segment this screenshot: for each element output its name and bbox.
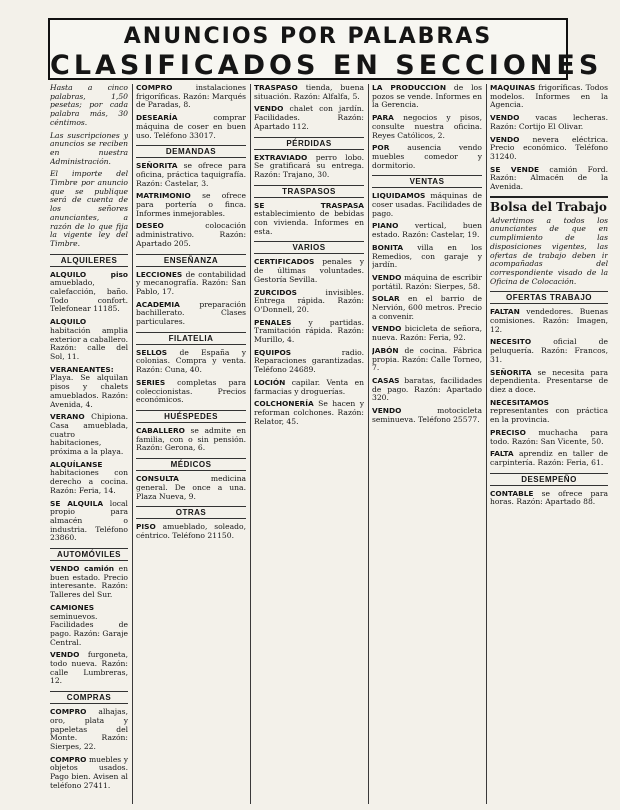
ad-lead: VENDO xyxy=(372,324,402,334)
classified-ad xyxy=(372,377,482,403)
ad-text: Chipiona. Casa amueblada, cuatro habitaciones, próxima a la playa. xyxy=(50,412,128,457)
section-heading: ALQUILERES xyxy=(50,254,128,267)
ad-text: aprendiz en taller de carpintería. Razón: Feria, 61. xyxy=(490,449,608,467)
ad-lead: CONSULTA xyxy=(136,474,179,484)
ad-text: y partidas. Tramitación rápida. Razón: Murillo, 4. xyxy=(254,317,364,345)
ad-text: motocicleta seminueva. Teléfono 25577. xyxy=(372,406,482,424)
classified-ad xyxy=(254,319,364,345)
ad-lead: CABALLERO xyxy=(136,425,185,435)
section-heading: COMPRAS xyxy=(50,691,128,704)
classified-ad xyxy=(254,154,364,180)
ad-text: amueblado, calefacción, baño. Todo confort. Telefonear 11185. xyxy=(50,278,128,314)
section-heading: VENTAS xyxy=(372,175,482,188)
ad-lead: SE ALQUILA xyxy=(50,498,104,508)
ad-lead: MÁQUINAS xyxy=(490,84,536,92)
ad-text: se admite en familia, con o sin pensión. Razón: Gerona, 6. xyxy=(136,425,246,453)
classified-ad xyxy=(50,604,128,648)
classified-ad xyxy=(372,222,482,239)
ad-lead: COLCHONERÍA xyxy=(254,399,314,409)
ad-lead: DESEO xyxy=(136,221,164,231)
ad-lead: SE VENDE xyxy=(490,164,540,174)
ad-lead: ALQUÍLANSE xyxy=(50,459,103,469)
section-banner xyxy=(48,18,603,81)
intro-note: El importe del Timbre por anuncio que se publique será de cuenta de los señores anunciantes, a razón de lo que fija la vigente ley del Timbre. xyxy=(50,169,128,248)
ad-lead: PRECISO xyxy=(490,427,526,437)
ad-lead: VENDO xyxy=(254,104,284,114)
banner-subtitle: CLASIFICADOS EN SECCIONES xyxy=(50,50,603,81)
classified-ad xyxy=(254,105,364,131)
ad-text: instalaciones frigoríficas. Razón: Marqués de Paradas, 8. xyxy=(136,84,246,110)
classified-ad xyxy=(136,222,246,248)
ad-text: oficial de peluquería. Razón: Francos, 31. xyxy=(490,337,608,364)
ad-text: habitación amplia exterior a caballero. Razón: calle del Sol, 11. xyxy=(50,325,128,361)
ad-text: muchacha para todo. Razón: San Vicente, 50. xyxy=(490,427,608,446)
ad-lead: PARA xyxy=(372,113,394,123)
classified-ad xyxy=(254,289,364,315)
classified-ad xyxy=(372,325,482,342)
ad-text: ausencia vendo muebles comedor y dormitorio. xyxy=(372,143,482,170)
ad-lead: COMPRO xyxy=(50,754,87,764)
classified-ad xyxy=(372,274,482,291)
classified-ad xyxy=(136,192,246,218)
column-divider xyxy=(368,84,369,804)
classified-ad xyxy=(490,369,608,395)
ad-text: se ofrece para oficina, práctica taquigrafía. Razón: Castelar, 3. xyxy=(136,161,246,188)
ad-lead: VENDO xyxy=(50,650,80,660)
ad-text: frigoríficas. Todos modelos. Informes en la Agencia. xyxy=(490,84,608,110)
ad-text: camión Ford. Razón: Almacén de la Avenida. xyxy=(490,164,608,192)
intro-note: Las suscripciones y anuncios se reciben en nuestra Administración. xyxy=(50,130,128,166)
ad-text: completas para coleccionistas. Precios económicos. xyxy=(136,377,246,405)
ad-lead: VENDO xyxy=(490,113,520,123)
ad-lead: LECCIONES xyxy=(136,269,183,279)
ad-lead: EXTRAVIADO xyxy=(254,152,308,162)
column-3 xyxy=(254,84,364,806)
ad-lead: SELLOS xyxy=(136,347,168,357)
section-heading: VARIOS xyxy=(254,241,364,254)
ad-text: furgoneta, todo nueva. Razón: calle Lumbreras, 12. xyxy=(50,650,128,686)
ad-text: baratas, facilidades de pago. Razón: Apartado 320. xyxy=(372,375,482,403)
ad-text: máquina de escribir portátil. Razón: Sierpes, 58. xyxy=(372,272,482,291)
ad-text: vendedores. Buenas comisiones. Razón: Imagen, 12. xyxy=(490,307,608,334)
ad-text: habitaciones con derecho a cocina. Razón: Feria, 14. xyxy=(50,468,128,495)
classified-ad xyxy=(254,379,364,396)
classified-ad xyxy=(372,295,482,321)
ad-lead: ALQUILO xyxy=(50,317,87,327)
section-heading: DEMANDAS xyxy=(136,145,246,158)
ad-text: de España y colonias. Compra y venta. Razón: Cuna, 40. xyxy=(136,347,246,375)
ad-text: de los pozos se vende. Informes en la Gerencia. xyxy=(372,84,482,110)
classified-ad xyxy=(50,413,128,457)
ad-lead: CONTABLE xyxy=(490,488,534,498)
ad-text: se necesita para dependienta. Presentarse de diez a doce. xyxy=(490,367,608,394)
ad-text: chalet con jardín. Facilidades. Razón: Apartado 112. xyxy=(254,104,364,131)
classified-ad xyxy=(254,400,364,426)
column-4 xyxy=(372,84,482,806)
classified-ad xyxy=(136,379,246,405)
classified-ad xyxy=(490,166,608,192)
section-heading: OTRAS xyxy=(136,506,246,519)
ad-lead: EQUIPOS xyxy=(254,347,292,357)
classified-ad xyxy=(490,429,608,446)
classified-ad xyxy=(50,708,128,752)
section-heading: HUÉSPEDES xyxy=(136,410,246,423)
column-2 xyxy=(136,84,246,806)
ad-text: Playa. Se alquilan pisos y chalets amueblados. Razón: Avenida, 4. xyxy=(50,373,128,409)
ad-lead: ALQUILO piso xyxy=(50,269,128,279)
classified-ad xyxy=(136,84,246,110)
classified-ad xyxy=(50,500,128,544)
section-heading: PÉRDIDAS xyxy=(254,137,364,150)
ad-lead: VENDO xyxy=(490,134,520,144)
classified-ad xyxy=(490,450,608,467)
section-heading: ENSEÑANZA xyxy=(136,254,246,267)
ad-text: vacas lecheras. Razón: Cortijo El Olivar. xyxy=(490,113,608,131)
classified-ad xyxy=(136,523,246,540)
ad-lead: ZURCIDOS xyxy=(254,287,297,297)
classified-ad xyxy=(372,114,482,140)
section-heading: TRASPASOS xyxy=(254,185,364,198)
ad-lead: VENDO xyxy=(372,406,402,416)
ad-lead: NECESITAMOS xyxy=(490,397,549,407)
ad-text: máquinas de coser usadas. Facilidades de pago. xyxy=(372,191,482,218)
ad-text: establecimiento de bebidas con vivienda. Informes en esta. xyxy=(254,209,364,236)
classified-ad xyxy=(372,144,482,170)
classified-ad xyxy=(50,271,128,315)
banner-title: ANUNCIOS POR PALABRAS xyxy=(123,24,493,49)
ad-lead: VENDO xyxy=(372,272,402,282)
classified-ad xyxy=(50,565,128,600)
ad-text: negocios y pisos, consulte nuestra oficina. Reyes Católicos, 2. xyxy=(372,113,482,140)
ad-lead: DESEARÍA xyxy=(136,113,178,123)
classified-ad xyxy=(372,192,482,218)
classified-ad xyxy=(254,202,364,237)
classified-ad xyxy=(490,338,608,364)
ad-text: colocación administrativo. Razón: Apartado 205. xyxy=(136,221,246,248)
classified-ad xyxy=(372,84,482,110)
ad-lead: NECESITO xyxy=(490,337,532,347)
ad-text: perro lobo. Se gratificará su entrega. Razón: Trajano, 30. xyxy=(254,152,364,179)
ad-text: amueblado, soleado, céntrico. Teléfono 21150. xyxy=(136,522,246,540)
ad-text: invisibles. Entrega rápida. Razón: O'Donnell, 20. xyxy=(254,287,364,314)
ad-lead: PENALES xyxy=(254,317,292,327)
ad-lead: PIANO xyxy=(372,221,399,231)
classified-ad xyxy=(490,136,608,162)
section-heading: DESEMPEÑO xyxy=(490,473,608,486)
classified-ad xyxy=(490,399,608,425)
ad-text: alhajas, oro, plata y papeletas del Monte. Razón: Sierpes, 22. xyxy=(50,707,128,751)
classified-ad xyxy=(372,244,482,270)
classified-ad xyxy=(136,162,246,188)
classified-ad xyxy=(136,475,246,501)
ad-text: muebles y objetos usados. Pago bien. Avisen al teléfono 27411. xyxy=(50,754,128,790)
ad-text: vertical, buen estado. Razón: Castelar, 19. xyxy=(372,221,482,240)
ad-lead: COMPRO xyxy=(136,84,173,92)
section-heading: AUTOMÓVILES xyxy=(50,548,128,561)
ad-lead: JABÓN xyxy=(372,345,399,355)
ad-text: villa en los Remedios, con garaje y jardín. xyxy=(372,242,482,270)
ad-lead: LOCIÓN xyxy=(254,377,286,387)
classified-ad xyxy=(490,308,608,334)
classified-ad xyxy=(50,366,128,410)
ad-lead: BONITA xyxy=(372,242,404,252)
classified-ad xyxy=(136,301,246,327)
column-divider xyxy=(250,84,251,804)
ad-text: penales y de últimas voluntades. Gestoría Sevilla. xyxy=(254,257,364,284)
classified-ad xyxy=(136,427,246,453)
classified-ad xyxy=(254,258,364,284)
ad-text: de contabilidad y mecanografía. Razón: San Pablo, 17. xyxy=(136,269,246,296)
ad-text: seminuevos. Facilidades de pago. Razón: Garaje Central. xyxy=(50,611,128,647)
ad-lead: COMPRO xyxy=(50,707,87,717)
ad-lead: ACADEMIA xyxy=(136,299,180,309)
job-section-note: Advertimos a todos los anunciantes de que en cumplimiento de las disposiciones vigentes, las ofertas de trabajo deben ir acompañadas del correspondiente visado de la Oficina de Colocación. xyxy=(490,215,608,286)
ad-text: nevera eléctrica. Precio económico. Teléfono 31240. xyxy=(490,134,608,161)
classified-ad xyxy=(490,490,608,507)
ad-text: comprar máquina de coser en buen uso. Teléfono 33017. xyxy=(136,113,246,140)
intro-note: Hasta a cinco palabras, 1,50 pesetas; por cada palabra más, 30 céntimos. xyxy=(50,84,128,127)
ad-lead: FALTA xyxy=(490,449,514,459)
classified-ad xyxy=(490,114,608,131)
ad-lead: VENDO camión xyxy=(50,564,115,574)
section-heading: FILATELIA xyxy=(136,332,246,345)
section-heading: MÉDICOS xyxy=(136,458,246,471)
ad-lead: VERANO xyxy=(50,412,85,422)
ad-text: tienda, buena situación. Razón: Alfalfa, 5. xyxy=(254,84,364,101)
ad-lead: POR xyxy=(372,143,390,153)
ad-lead: MATRIMONIO xyxy=(136,191,191,201)
classified-ad xyxy=(136,114,246,140)
classified-ad xyxy=(372,347,482,373)
ad-lead: LIQUIDAMOS xyxy=(372,191,426,201)
classified-ad xyxy=(136,271,246,297)
column-1 xyxy=(50,84,128,806)
ad-lead: LA PRODUCCIÓN xyxy=(372,84,447,92)
ad-text: Se hacen y reforman colchones. Razón: Relator, 45. xyxy=(254,399,364,426)
classified-ad xyxy=(254,349,364,375)
ad-lead: SERIES xyxy=(136,377,166,387)
ad-lead: VERANEANTES: xyxy=(50,364,114,374)
classified-ad xyxy=(490,84,608,110)
classified-ad xyxy=(50,461,128,496)
ad-lead: PISO xyxy=(136,522,156,532)
ad-text: en el barrio de Nervión, 600 metros. Precio a convenir. xyxy=(372,294,482,321)
ad-lead: CAMIONES xyxy=(50,602,95,612)
ad-text: se ofrece para horas. Razón: Apartado 88. xyxy=(490,488,608,507)
classified-ad xyxy=(50,651,128,686)
classified-ad xyxy=(136,349,246,375)
ad-text: de cocina. Fábrica propia. Razón: Calle Torneo, 7. xyxy=(372,345,482,373)
ad-lead: SEÑORITA xyxy=(490,367,532,377)
ad-text: local propio para almacén o industria. Teléfono 23860. xyxy=(50,498,128,543)
ad-text: se ofrece para portería o finca. Informes inmejorables. xyxy=(136,191,246,218)
job-section-title: Bolsa del Trabajo xyxy=(490,196,608,214)
classified-ad xyxy=(50,318,128,362)
section-heading: OFERTAS TRABAJO xyxy=(490,291,608,304)
ad-text: bicicleta de señora, nueva. Razón: Feria, 92. xyxy=(372,324,482,343)
classified-ad xyxy=(50,756,128,791)
column-divider xyxy=(486,84,487,804)
ad-lead: SOLAR xyxy=(372,294,400,304)
ad-text: preparación bachillerato. Clases particulares. xyxy=(136,299,246,327)
classified-ad xyxy=(254,84,364,101)
ad-lead: SE TRASPASA xyxy=(254,200,364,210)
ad-lead: FALTAN xyxy=(490,307,520,317)
ad-lead: CASAS xyxy=(372,375,400,385)
ad-text: representantes con práctica en la provincia. xyxy=(490,406,608,425)
ad-text: capilar. Venta en farmacias y droguerías. xyxy=(254,377,364,396)
ad-text: medicina general. De once a una. Plaza Nueva, 9. xyxy=(136,474,246,501)
ad-lead: TRASPASO xyxy=(254,84,298,92)
column-5 xyxy=(490,84,608,806)
classified-ad xyxy=(372,407,482,424)
column-divider xyxy=(132,84,133,804)
ad-text: en buen estado. Precio interesante. Razón: Talleres del Sur. xyxy=(50,564,128,600)
ad-lead: SEÑORITA xyxy=(136,161,178,171)
ad-text: radio. Reparaciones garantizadas. Teléfono 24689. xyxy=(254,347,364,375)
ad-lead: CERTIFICADOS xyxy=(254,257,315,267)
